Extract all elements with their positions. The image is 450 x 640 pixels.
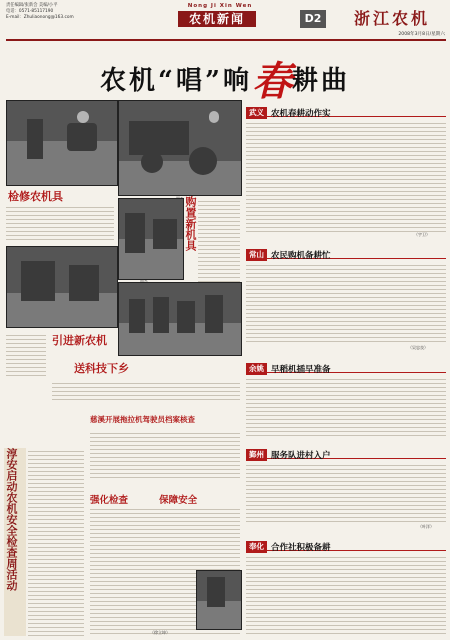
changshan-text — [246, 262, 446, 344]
left-vertical-text — [28, 448, 84, 636]
jiang-row — [90, 488, 240, 504]
yinzhou-author: （叶洋） — [418, 524, 434, 529]
title-wuyi: 农机春耕动作实 — [271, 108, 331, 119]
tag-changshan: 常山 — [246, 249, 267, 261]
photo-tech — [6, 246, 118, 328]
issue-date: 2008年3月8日/星期六 — [398, 32, 445, 37]
yuyao-text — [246, 376, 446, 436]
section-title: 农机新闻 — [178, 11, 256, 27]
masthead: 浙江农机 — [354, 9, 431, 28]
tag-fenghua: 奉化 — [246, 541, 267, 553]
headline-suffix: 耕曲 — [291, 66, 350, 96]
photo-tractor — [118, 100, 242, 196]
caption-repair: 检修农机具 — [8, 190, 63, 203]
jiang-headline: 慈溪开展拖拉机驾驶员档案核查 — [90, 415, 195, 424]
jiang-right: 保障安全 — [159, 495, 198, 506]
left-vertical-box — [4, 448, 26, 636]
page-header — [0, 0, 450, 42]
main-headline — [0, 50, 450, 105]
photo-group — [118, 282, 242, 356]
tech-text — [52, 380, 240, 402]
title-fenghua: 合作社积极备耕 — [271, 542, 331, 553]
caption-newmachine: 引进新农机 — [52, 334, 107, 347]
editor-line: 责任编辑/张新会 美编/小平 — [6, 3, 58, 8]
section-yuyao — [246, 358, 446, 373]
photo-newmachine — [118, 198, 184, 280]
jiang-text — [90, 430, 240, 480]
changshan-author: （吴忠良） — [408, 345, 428, 350]
fenghua-text — [246, 554, 446, 634]
yinzhou-text — [246, 462, 446, 522]
section-pinyin: Nong Ji Xin Wen — [187, 3, 253, 9]
photo-check — [196, 570, 242, 630]
email-line: E-mail：Zhuliaonong@163.com — [6, 15, 74, 20]
left-vertical-title: 淳安启动农机安全检查周活动 — [5, 448, 18, 591]
title-changshan: 农民购机备耕忙 — [271, 250, 331, 261]
repair-text — [6, 204, 114, 240]
section-changshan — [246, 244, 446, 259]
header-rule — [6, 39, 446, 41]
page-number: D2 — [300, 10, 326, 28]
title-yinzhou: 服务队进村入户 — [271, 450, 331, 461]
section-wuyi — [246, 102, 446, 117]
tag-wuyi: 武义 — [246, 107, 267, 119]
bottom-author: （徐立坤） — [150, 630, 170, 635]
phone-line: 电话：0571-85117190 — [6, 9, 54, 14]
caption-tech: 送科技下乡 — [74, 362, 129, 375]
contact-info — [6, 3, 126, 21]
tag-yuyao: 余姚 — [246, 363, 267, 375]
newmachine-text — [6, 332, 46, 376]
headline-prefix: 农机“唱”响 — [100, 66, 252, 96]
jiang-left: 强化检查 — [90, 495, 129, 506]
section-fenghua — [246, 536, 446, 551]
tag-yinzhou: 鄞州 — [246, 449, 267, 461]
headline-spring: 春 — [251, 58, 292, 105]
title-yuyao: 早稻机插早准备 — [271, 364, 331, 375]
wuyi-text — [246, 120, 446, 232]
wuyi-author: （宇卫） — [414, 232, 430, 237]
section-yinzhou — [246, 444, 446, 459]
caption-purchase: 购置新机具 — [184, 196, 197, 251]
photo-repair — [6, 100, 118, 186]
